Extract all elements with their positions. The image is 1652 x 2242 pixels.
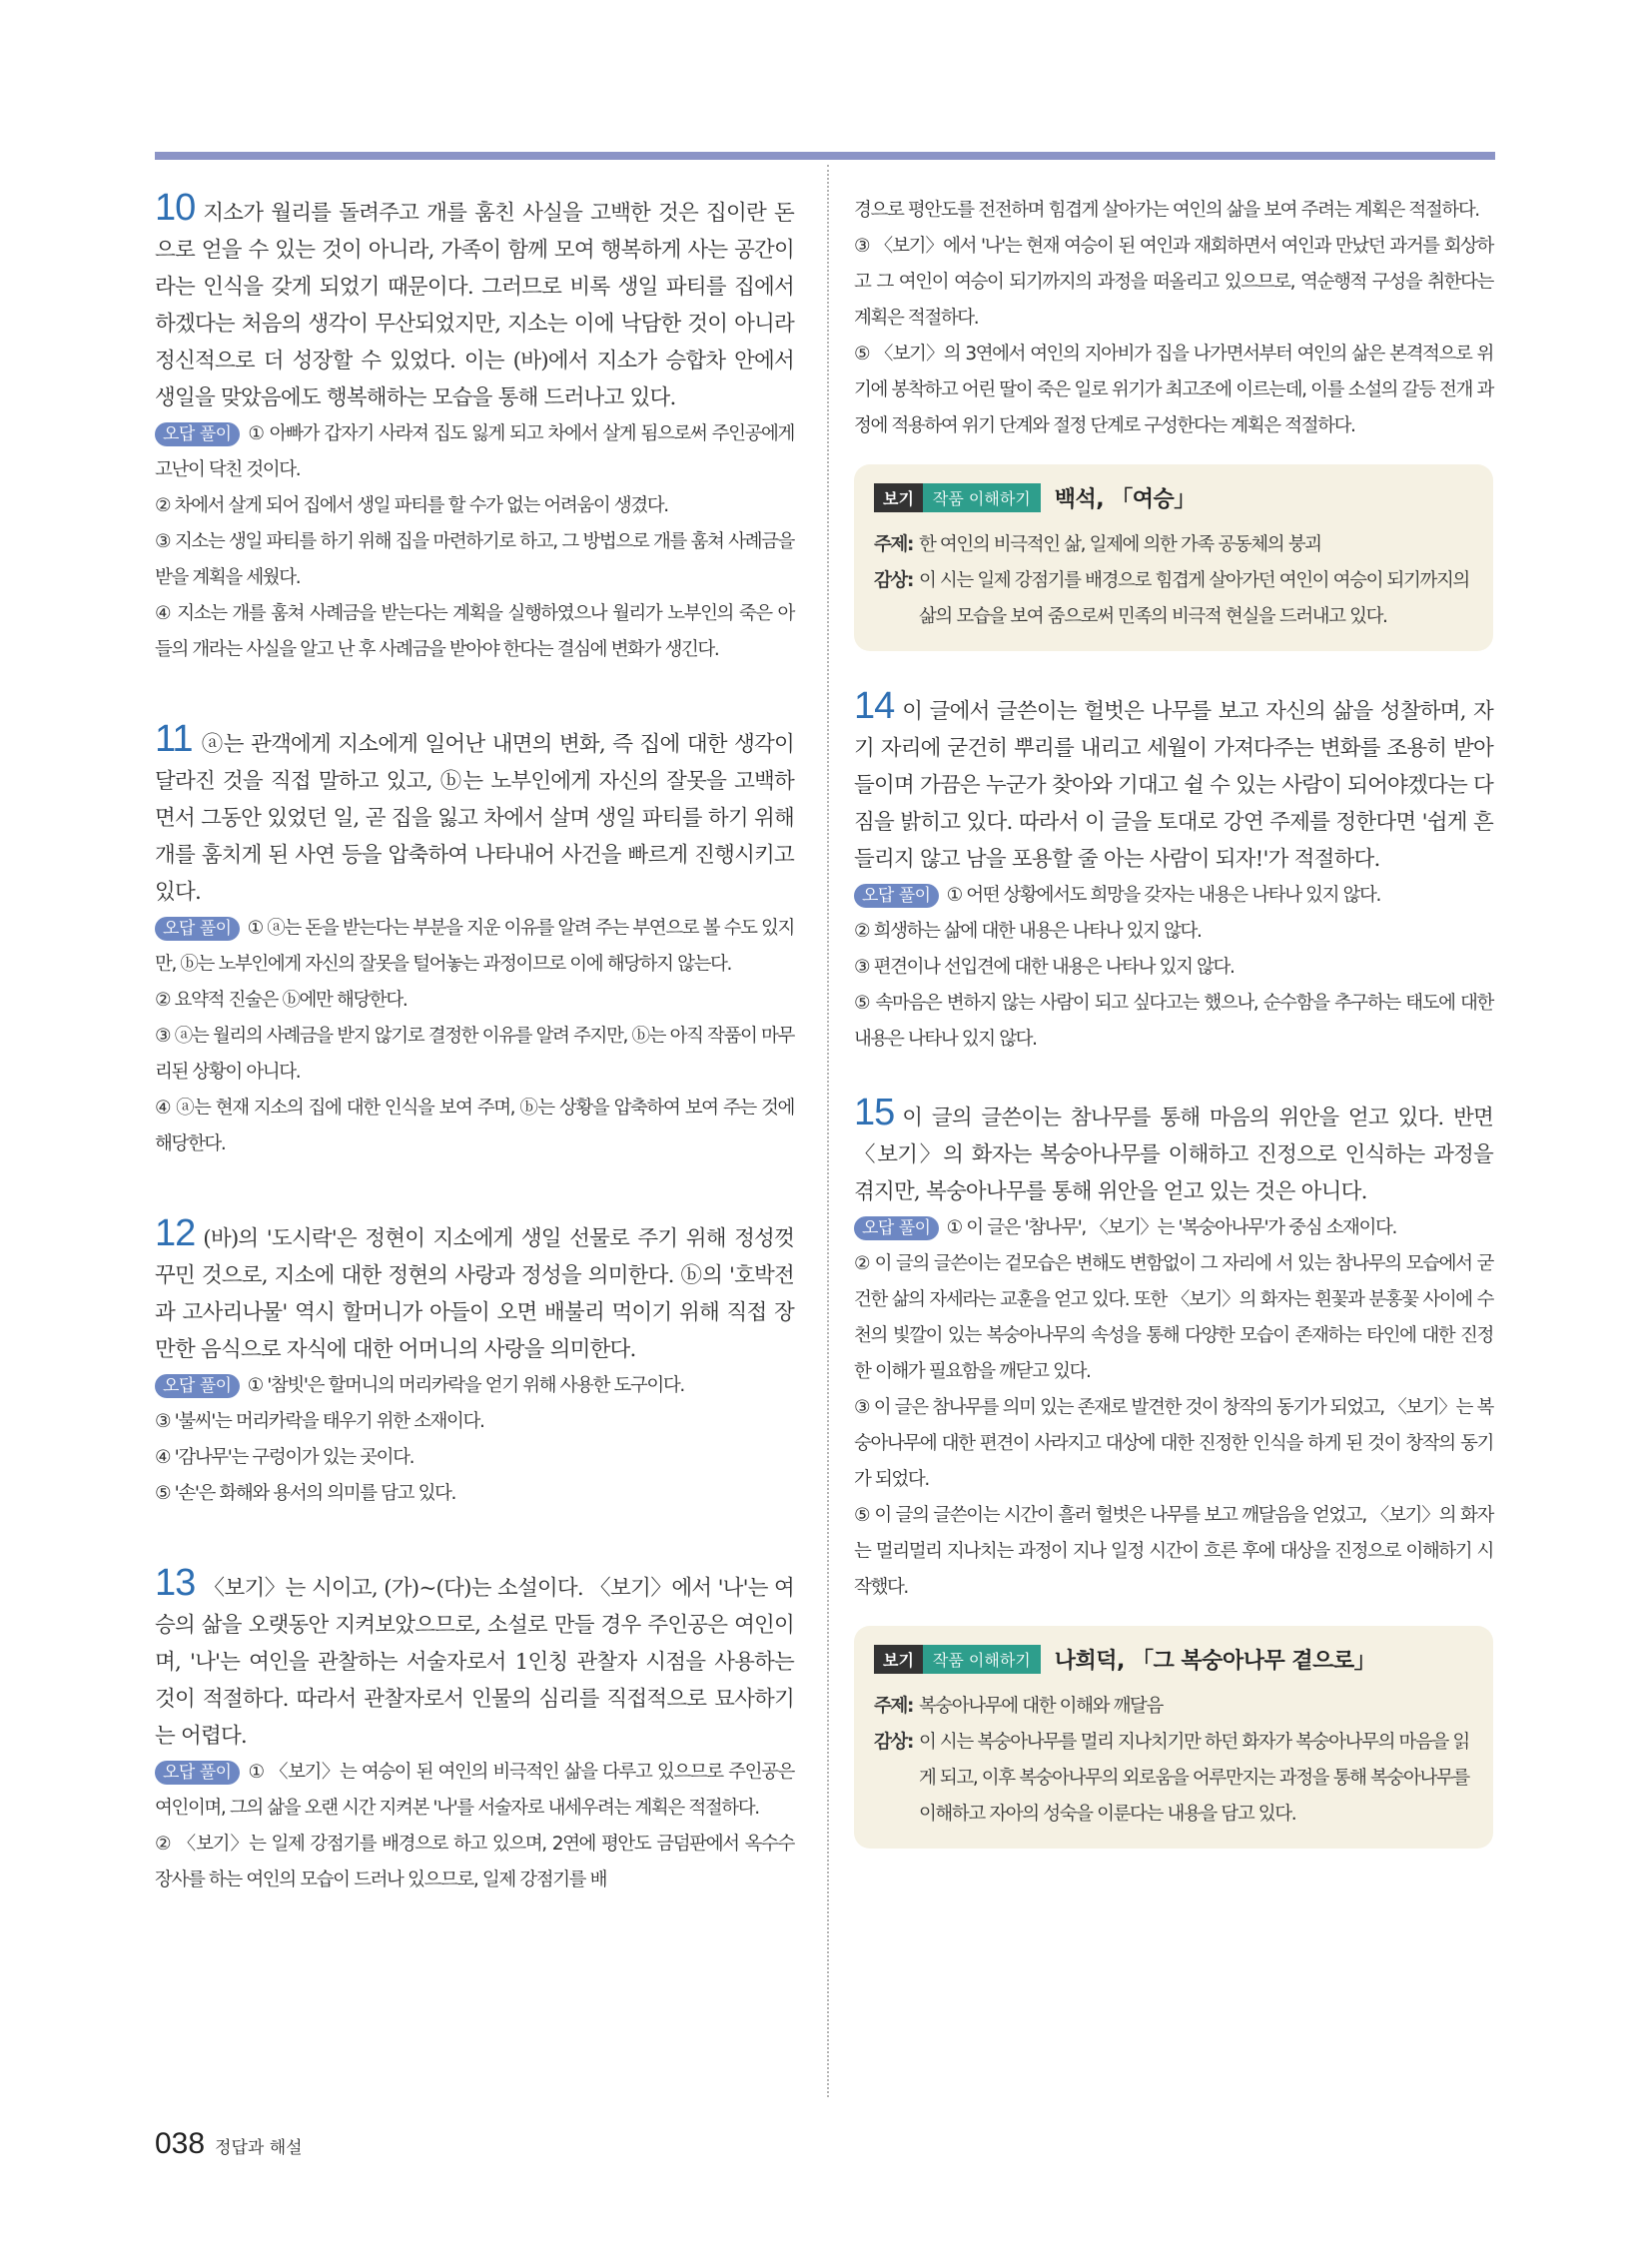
note-item: ③ 〈보기〉에서 '나'는 현재 여승이 된 여인과 재회하면서 여인과 만났던 과거를 회상하고 그 여인이 여승이 되기까지의 과정을 떠올리고 있으므로, 역순행적 구성을 취한다는 계획은 적절하다. [854, 236, 1493, 329]
left-column [155, 187, 794, 1898]
wrong-answer-badge: 오답 풀이 [155, 1761, 240, 1785]
question-11 [155, 718, 794, 1162]
question-number: 13 [155, 1562, 196, 1604]
question-12 [155, 1212, 794, 1512]
note-item: ④ 지소는 개를 훔쳐 사례금을 받는다는 계획을 실행하였으나 월리가 노부인의 죽은 아들의 개라는 사실을 알고 난 후 사례금을 받아야 한다는 결심에 변화가 생긴다. [155, 603, 794, 660]
question-number: 11 [155, 718, 193, 760]
note-item: ① '참빗'은 할머니의 머리카락을 얻기 위해 사용한 도구이다. [247, 1375, 684, 1396]
work-understanding-tag: 작품 이해하기 [923, 483, 1041, 512]
reference-box-peach-tree [854, 1626, 1493, 1849]
wrong-answer-badge: 오답 풀이 [854, 884, 939, 908]
note-item: ⑤ 속마음은 변하지 않는 사람이 되고 싶다고는 했으나, 순수함을 추구하는 태도에 대한 내용은 나타나 있지 않다. [854, 993, 1493, 1050]
question-10 [155, 187, 794, 668]
question-number: 12 [155, 1212, 196, 1254]
right-column [854, 193, 1493, 1849]
page-number: 038 [155, 2127, 206, 2160]
note-item: ④ '감나무'는 구렁이가 있는 곳이다. [155, 1447, 414, 1468]
theme-row [874, 527, 1469, 563]
page-section-label: 정답과 해설 [215, 2138, 303, 2158]
note-item: ④ ⓐ는 현재 지소의 집에 대한 인식을 보여 주며, ⓑ는 상황을 압축하여 보여 주는 것에 해당한다. [155, 1098, 794, 1154]
theme-text: 복숭아나무에 대한 이해와 깨달음 [918, 1696, 1163, 1717]
continued-note: 경으로 평안도를 전전하며 힘겹게 살아가는 여인의 삶을 보여 주려는 계획은 적절하다. [854, 200, 1479, 221]
work-title: 백석, 「여승」 [1054, 487, 1196, 512]
column-divider [827, 165, 829, 2097]
note-item: ⑤ 〈보기〉의 3연에서 여인의 지아비가 집을 나가면서부터 여인의 삶은 본격적으로 위기에 봉착하고 어린 딸이 죽은 일로 위기가 최고조에 이르는데, 이를 소설의 갈등 전개 과정에 적용하여 위기 단계와 절정 단계로 구성한다는 계획은 적절하다. [854, 344, 1493, 436]
note-item: ② 차에서 살게 되어 집에서 생일 파티를 할 수가 없는 어려움이 생겼다. [155, 495, 668, 516]
appreciation-row [874, 1725, 1469, 1833]
wrong-answer-badge: 오답 풀이 [155, 1374, 240, 1398]
appreciation-text: 이 시는 복숭아나무를 멀리 지나치기만 하던 화자가 복숭아나무의 마음을 읽게 되고, 이후 복숭아나무의 외로움을 어루만지는 과정을 통해 복숭아나무를 이해하고 자아의 성숙을 이룬다는 내용을 담고 있다. [918, 1732, 1469, 1825]
note-item: ⑤ '손'은 화해와 용서의 의미를 담고 있다. [155, 1483, 455, 1504]
question-number: 14 [854, 685, 895, 727]
note-item: ③ ⓐ는 월리의 사례금을 받지 않기로 결정한 이유를 알려 주지만, ⓑ는 아직 작품이 마무리된 상황이 아니다. [155, 1026, 794, 1083]
question-15 [854, 1092, 1493, 1606]
answer-explanation: 이 글에서 글쓴이는 헐벗은 나무를 보고 자신의 삶을 성찰하며, 자기 자리에 굳건히 뿌리를 내리고 세월이 가져다주는 변화를 조용히 받아들이며 가끔은 누군가 찾아와 기대고 쉴 수 있는 사람이 되어야겠다는 다짐을 밝히고 있다. 따라서 이 글을 토대로 강연 주제를 정한다면 '쉽게 흔들리지 않고 남을 포용할 줄 아는 사람이 되자!'가 적절하다. [854, 699, 1493, 872]
work-understanding-tag: 작품 이해하기 [923, 1645, 1041, 1674]
theme-label: 주제: [874, 534, 913, 555]
note-item: ③ '불씨'는 머리카락을 태우기 위한 소재이다. [155, 1411, 484, 1432]
note-item: ③ 지소는 생일 파티를 하기 위해 집을 마련하기로 하고, 그 방법으로 개를 훔쳐 사례금을 받을 계획을 세웠다. [155, 531, 794, 588]
question-number: 10 [155, 187, 196, 229]
note-item: ② 희생하는 삶에 대한 내용은 나타나 있지 않다. [854, 921, 1202, 942]
note-item: ① 어떤 상황에서도 희망을 갖자는 내용은 나타나 있지 않다. [946, 885, 1380, 906]
answer-explanation: 〈보기〉는 시이고, (가)~(다)는 소설이다. 〈보기〉에서 '나'는 여승의 삶을 오랫동안 지켜보았으므로, 소설로 만들 경우 주인공은 여인이며, '나'는 여인을 관찰하는 서술자로서 1인칭 관찰자 시점을 사용하는 것이 적절하다. 따라서 관찰자로서 인물의 심리를 직접적으로 묘사하기는 어렵다. [155, 1576, 794, 1749]
theme-text: 한 여인의 비극적인 삶, 일제에 의한 가족 공동체의 붕괴 [918, 534, 1321, 555]
wrong-answer-badge: 오답 풀이 [854, 1216, 939, 1240]
note-item: ③ 이 글은 참나무를 의미 있는 존재로 발견한 것이 창작의 동기가 되었고, 〈보기〉는 복숭아나무에 대한 편견이 사라지고 대상에 대한 진정한 인식을 하게 된 것이 창작의 동기가 되었다. [854, 1397, 1493, 1490]
note-item: ⑤ 이 글의 글쓴이는 시간이 흘러 헐벗은 나무를 보고 깨달음을 얻었고, 〈보기〉의 화자는 멀리멀리 지나치는 과정이 지나 일정 시간이 흐른 후에 대상을 진정으로 이해하기 시작했다. [854, 1505, 1493, 1598]
work-title: 나희덕, 「그 복숭아나무 곁으로」 [1054, 1649, 1376, 1674]
note-item: ① ⓐ는 돈을 받는다는 부분을 지운 이유를 알려 주는 부연으로 볼 수도 있지만, ⓑ는 노부인에게 자신의 잘못을 털어놓는 과정이므로 이에 해당하지 않는다. [155, 918, 794, 975]
appreciation-label: 감상: [874, 1732, 913, 1753]
top-rule [155, 152, 1495, 160]
note-item: ③ 편견이나 선입견에 대한 내용은 나타나 있지 않다. [854, 957, 1235, 978]
appreciation-text: 이 시는 일제 강점기를 배경으로 힘겹게 살아가던 여인이 여승이 되기까지의 삶의 모습을 보여 줌으로써 민족의 비극적 현실을 드러내고 있다. [918, 570, 1469, 627]
note-item: ② 이 글의 글쓴이는 겉모습은 변해도 변함없이 그 자리에 서 있는 참나무의 모습에서 굳건한 삶의 자세라는 교훈을 얻고 있다. 또한 〈보기〉의 화자는 흰꽃과 분홍꽃 사이에 수천의 빛깔이 있는 복숭아나무의 속성을 통해 다양한 모습이 존재하는 타인에 대한 진정한 이해가 필요함을 깨닫고 있다. [854, 1253, 1493, 1382]
answer-explanation: 지소가 월리를 돌려주고 개를 훔친 사실을 고백한 것은 집이란 돈으로 얻을 수 있는 것이 아니라, 가족이 함께 모여 행복하게 사는 공간이라는 인식을 갖게 되었기 때문이다. 그러므로 비록 생일 파티를 집에서 하겠다는 처음의 생각이 무산되었지만, 지소는 이에 낙담한 것이 아니라 정신적으로 더 성장할 수 있었다. 이는 (바)에서 지소가 승합차 안에서 생일을 맞았음에도 행복해하는 모습을 통해 드러나고 있다. [155, 201, 794, 410]
answer-explanation: (바)의 '도시락'은 정현이 지소에게 생일 선물로 주기 위해 정성껏 꾸민 것으로, 지소에 대한 정현의 사랑과 정성을 의미한다. ⓑ의 '호박전과 고사리나물' 역시 할머니가 아들이 오면 배불리 먹이기 위해 직접 장만한 음식으로 자식에 대한 어머니의 사랑을 의미한다. [155, 1226, 794, 1362]
note-item: ② 요약적 진술은 ⓑ에만 해당한다. [155, 990, 408, 1011]
wrong-answer-badge: 오답 풀이 [155, 917, 240, 941]
bogi-tag: 보기 [874, 483, 923, 512]
note-item: ② 〈보기〉는 일제 강점기를 배경으로 하고 있으며, 2연에 평안도 금덤판에서 옥수수 장사를 하는 여인의 모습이 드러나 있으므로, 일제 강점기를 배 [155, 1834, 794, 1890]
note-item: ① 아빠가 갑자기 사라져 집도 잃게 되고 차에서 살게 됨으로써 주인공에게 고난이 닥친 것이다. [155, 423, 794, 480]
bogi-tag: 보기 [874, 1645, 923, 1674]
note-item: ① 〈보기〉는 여승이 된 여인의 비극적인 삶을 다루고 있으므로 주인공은 여인이며, 그의 삶을 오랜 시간 지켜본 '나'를 서술자로 내세우려는 계획은 적절하다. [155, 1762, 794, 1819]
page-footer [155, 2127, 303, 2161]
question-13 [155, 1562, 794, 1898]
theme-row [874, 1689, 1469, 1725]
wrong-answer-badge: 오답 풀이 [155, 422, 240, 446]
theme-label: 주제: [874, 1696, 913, 1717]
appreciation-label: 감상: [874, 570, 913, 591]
note-item: ① 이 글은 '참나무', 〈보기〉는 '복숭아나무'가 중심 소재이다. [946, 1217, 1396, 1238]
answer-explanation: ⓐ는 관객에게 지소에게 일어난 내면의 변화, 즉 집에 대한 생각이 달라진 것을 직접 말하고 있고, ⓑ는 노부인에게 자신의 잘못을 고백하면서 그동안 있었던 일, 곧 집을 잃고 차에서 살며 생일 파티를 하기 위해 개를 훔치게 된 사연 등을 압축하여 나타내어 사건을 빠르게 진행시키고 있다. [155, 732, 794, 905]
question-number: 15 [854, 1092, 895, 1133]
reference-box-yeoseung [854, 464, 1493, 651]
answer-explanation: 이 글의 글쓴이는 참나무를 통해 마음의 위안을 얻고 있다. 반면 〈보기〉의 화자는 복숭아나무를 이해하고 진정으로 인식하는 과정을 겪지만, 복숭아나무를 통해 위안을 얻고 있는 것은 아니다. [854, 1106, 1493, 1204]
appreciation-row [874, 563, 1469, 635]
question-14 [854, 685, 1493, 1058]
